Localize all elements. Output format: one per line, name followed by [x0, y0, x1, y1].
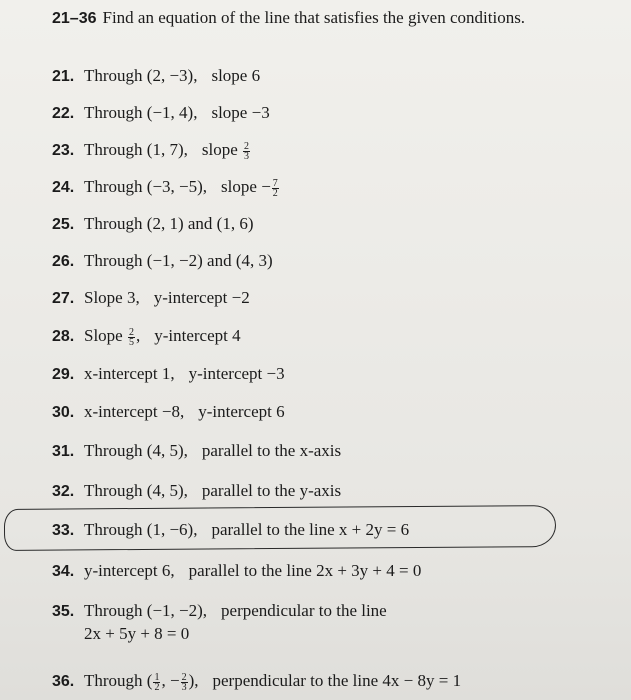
exercise-range: 21–36 — [52, 10, 97, 27]
fraction-sign: − — [261, 177, 271, 196]
fraction — [272, 179, 279, 198]
fraction-numerator: 1 — [154, 671, 160, 683]
problem-number: 24. — [52, 179, 75, 196]
problem-number: 28. — [52, 328, 75, 345]
problem-number: 31. — [52, 443, 75, 460]
problem-condition: x-intercept 1, — [84, 364, 175, 383]
problem-number: 21. — [52, 68, 75, 85]
problem-condition: parallel to the line x + 2y = 6 — [211, 520, 410, 539]
problem-number: 29. — [52, 366, 75, 383]
problem-condition: Through (−1, −2), — [84, 601, 208, 620]
problem-number: 33. — [52, 522, 75, 539]
problem-condition: Through (2, 1) and (1, 6) — [84, 214, 254, 233]
problem-condition: Through (4, 5), — [84, 441, 188, 460]
problem-condition: x-intercept −8, — [84, 402, 185, 421]
problem-36 — [52, 671, 461, 692]
problem-number: 22. — [52, 105, 75, 122]
problem-condition: perpendicular to the line 4x − 8y = 1 — [212, 671, 462, 690]
fraction-denominator: 3 — [181, 681, 187, 693]
problem-condition: Slope — [84, 326, 123, 345]
exercise-heading — [52, 8, 612, 29]
problem-35 — [52, 601, 387, 644]
fraction-denominator: 3 — [244, 150, 250, 162]
problem-number: 27. — [52, 290, 75, 307]
problem-27 — [52, 288, 250, 309]
problem-28 — [52, 326, 241, 347]
problem-condition: slope 6 — [211, 66, 261, 85]
fraction-numerator: 2 — [128, 326, 134, 338]
problem-number: 34. — [52, 563, 75, 580]
problem-number: 36. — [52, 673, 75, 690]
problem-29 — [52, 364, 285, 385]
problem-condition: y-intercept 6 — [198, 402, 285, 421]
problem-condition: slope — [221, 177, 257, 196]
problem-condition: y-intercept 4 — [154, 326, 241, 345]
punctuation: , − — [161, 671, 180, 690]
fraction-denominator: 2 — [272, 187, 278, 199]
problem-condition: Through (1, 7), — [84, 140, 188, 159]
problem-22 — [52, 103, 270, 124]
problem-number: 23. — [52, 142, 75, 159]
problem-number: 32. — [52, 483, 75, 500]
problem-32 — [52, 481, 341, 502]
problem-number: 25. — [52, 216, 75, 233]
problem-condition: perpendicular to the line — [221, 601, 387, 620]
fraction — [153, 673, 160, 692]
problem-condition: Through (1, −6), — [84, 520, 198, 539]
problem-condition: slope — [201, 140, 238, 159]
problem-number: 26. — [52, 253, 75, 270]
fraction — [181, 673, 188, 692]
problem-26 — [52, 251, 273, 272]
problem-condition: Through ( — [84, 671, 153, 690]
fraction-denominator: 5 — [128, 336, 134, 348]
problem-condition: parallel to the line 2x + 3y + 4 = 0 — [188, 561, 422, 580]
problem-condition: slope −3 — [211, 103, 270, 122]
punctuation: , — [135, 326, 141, 345]
problem-23 — [52, 140, 251, 161]
problem-condition: Slope 3, — [84, 288, 140, 307]
problem-33 — [52, 520, 409, 541]
problem-condition: 2x + 5y + 8 = 0 — [84, 624, 190, 643]
problem-condition: parallel to the y-axis — [201, 481, 342, 500]
problem-30 — [52, 402, 285, 423]
fraction-denominator: 2 — [154, 681, 160, 693]
problem-condition: y-intercept −2 — [153, 288, 250, 307]
problem-condition: y-intercept −3 — [188, 364, 285, 383]
problem-condition: y-intercept 6, — [84, 561, 175, 580]
problem-31 — [52, 441, 341, 462]
problem-number: 30. — [52, 404, 75, 421]
problem-34 — [52, 561, 421, 582]
punctuation: ), — [188, 671, 199, 690]
problem-condition: parallel to the x-axis — [201, 441, 342, 460]
problem-condition: Through (4, 5), — [84, 481, 188, 500]
problem-number: 35. — [52, 603, 75, 620]
problem-condition: Through (−3, −5), — [84, 177, 208, 196]
fraction — [243, 142, 250, 161]
fraction-numerator: 2 — [244, 140, 250, 152]
fraction-numerator: 7 — [272, 177, 278, 189]
problem-condition: Through (2, −3), — [84, 66, 198, 85]
problem-24 — [52, 177, 280, 198]
fraction — [128, 328, 135, 347]
problem-condition: Through (−1, −2) and (4, 3) — [84, 251, 273, 270]
problem-21 — [52, 66, 260, 87]
exercise-instructions: Find an equation of the line that satisfies the given conditions. — [102, 8, 526, 27]
fraction-numerator: 2 — [181, 671, 187, 683]
problem-25 — [52, 214, 254, 235]
problem-condition: Through (−1, 4), — [84, 103, 198, 122]
